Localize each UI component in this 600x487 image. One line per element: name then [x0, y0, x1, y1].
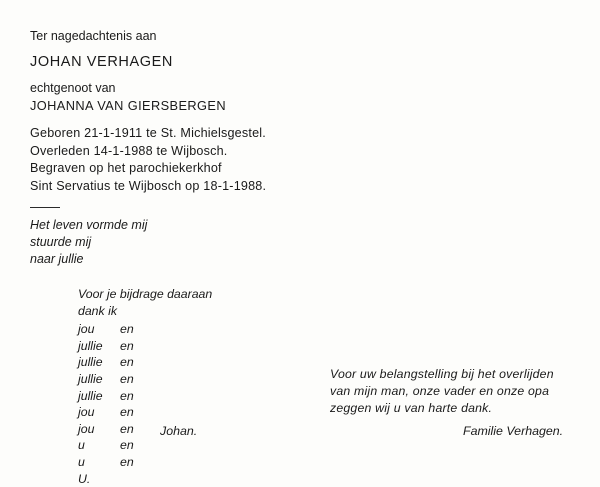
life-facts: [30, 125, 570, 195]
litany-word: jullie: [78, 338, 103, 353]
verse-second-line-2: dank ik: [78, 303, 117, 318]
deceased-name: JOHAN VERHAGEN: [30, 54, 173, 70]
thanks-line-2: van mijn man, onze vader en onze opa: [330, 383, 550, 398]
thanks-line-1: Voor uw belangstelling bij het overlijden: [330, 367, 554, 381]
signature-johan: Johan.: [160, 424, 198, 438]
divider-rule: [30, 207, 60, 208]
list-item: [78, 437, 570, 454]
litany-word: jou: [78, 322, 95, 337]
fact-buried-2: Sint Servatius te Wijbosch op 18-1-1988.: [30, 178, 267, 193]
verse-first-line-3: naar jullie: [30, 252, 84, 266]
fact-born: Geboren 21-1-1911 te St. Michielsgestel.: [30, 126, 266, 140]
list-item: [78, 471, 570, 487]
litany-word: u: [78, 438, 85, 453]
spouse-label: echtgenoot van: [30, 81, 116, 95]
thanks-line-3: zeggen wij u van harte dank.: [330, 400, 493, 415]
card-body: [30, 28, 570, 487]
litany-suffix: en: [120, 438, 134, 453]
litany-word: jou: [78, 405, 95, 420]
litany-suffix: en: [120, 454, 134, 469]
list-item: [78, 338, 570, 355]
intro-text: Ter nagedachtenis aan: [30, 29, 157, 43]
litany-word: U.: [78, 471, 91, 486]
fact-died: Overleden 14-1-1988 te Wijbosch.: [30, 143, 228, 158]
litany-suffix: en: [120, 355, 134, 370]
litany-suffix: en: [120, 322, 134, 337]
spouse-name: JOHANNA VAN GIERSBERGEN: [30, 98, 226, 113]
litany-word: jou: [78, 421, 95, 436]
litany-suffix: en: [120, 371, 134, 386]
verse-second: [78, 286, 570, 319]
verse-second-line-1: Voor je bijdrage daaraan: [78, 287, 213, 301]
litany-suffix: en: [120, 338, 134, 353]
verse-first: [30, 217, 570, 268]
litany-suffix: en: [120, 421, 134, 436]
litany-word: jullie: [78, 355, 103, 370]
litany-suffix: en: [120, 405, 134, 420]
thanks-message: [330, 366, 580, 416]
list-item: [78, 321, 570, 338]
litany-word: u: [78, 454, 85, 469]
fact-buried-1: Begraven op het parochiekerkhof: [30, 161, 222, 175]
litany-word: jullie: [78, 388, 103, 403]
verse-first-line-1: Het leven vormde mij: [30, 218, 148, 232]
list-item: [78, 454, 570, 471]
litany-suffix: en: [120, 388, 134, 403]
signature-family: Familie Verhagen.: [463, 424, 564, 438]
verse-first-line-2: stuurde mij: [30, 235, 92, 249]
litany-word: jullie: [78, 371, 103, 386]
